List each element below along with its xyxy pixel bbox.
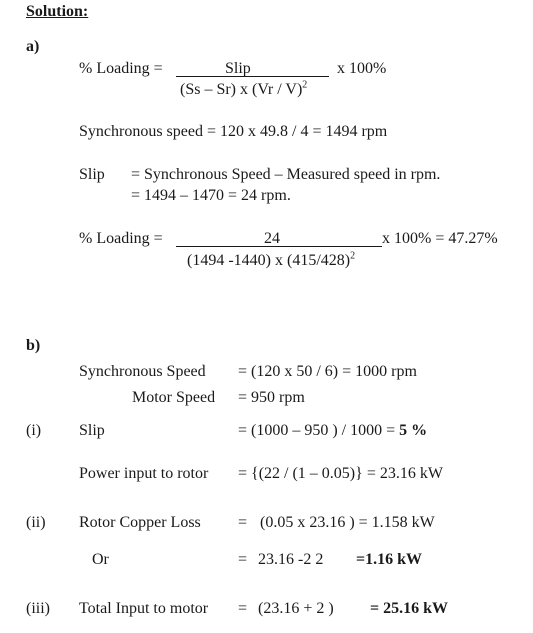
loading-formula-multiplier: x 100% (337, 60, 387, 77)
total-input-eq: = (238, 600, 248, 617)
slip-calculation: = 1494 – 1470 = 24 rpm. (131, 187, 291, 204)
total-input-result: = 25.16 kW (370, 600, 449, 617)
slip-label-b: Slip (79, 422, 105, 439)
step-i-label: (i) (26, 422, 42, 439)
solution-heading: Solution: (26, 3, 89, 20)
part-b-label: b) (26, 337, 41, 354)
loading-calc-result: x 100% = 47.27% (382, 230, 498, 247)
loading-formula-numerator: Slip (225, 60, 251, 77)
total-input-label: Total Input to motor (79, 600, 209, 617)
rotor-copper-loss-value: (0.05 x 23.16 ) = 1.158 kW (260, 514, 435, 531)
slip-value-b: = (1000 – 950 ) / 1000 = 5 % (238, 422, 428, 439)
or-value: 23.16 -2 2 (258, 551, 324, 568)
slip-definition: = Synchronous Speed – Measured speed in rpm. (131, 166, 441, 183)
or-label: Or (92, 551, 109, 568)
power-input-value: = {(22 / (1 – 0.05)} = 23.16 kW (238, 465, 443, 482)
step-iii-label: (iii) (26, 600, 50, 617)
formula-fraction-bar (176, 76, 329, 77)
part-a-label: a) (26, 38, 40, 55)
loading-calc-lhs: % Loading = (79, 230, 163, 247)
loading-calc-denominator: (1494 -1440) x $(415/428)^2$ (187, 250, 356, 269)
sync-speed-value: = (120 x 50 / 6) = 1000 rpm (238, 363, 417, 380)
loading-formula-lhs: % Loading = (79, 60, 163, 77)
or-result: =1.16 kW (356, 551, 423, 568)
loading-calc-fraction-bar (176, 246, 382, 247)
sync-speed-label: Synchronous Speed (79, 363, 206, 380)
synchronous-speed-calc: Synchronous speed = 120 x 49.8 / 4 = 1494 rpm (79, 123, 388, 140)
loading-formula-denominator: (Ss – Sr) x (Vr / V)$^2$ (180, 79, 308, 98)
total-input-value: (23.16 + 2 ) (258, 600, 334, 617)
loading-calc-numerator: 24 (264, 230, 280, 247)
rotor-copper-loss-eq: = (238, 514, 248, 531)
slip-result: 5 % (399, 422, 428, 439)
rotor-copper-loss-label: Rotor Copper Loss (79, 514, 201, 531)
motor-speed-value: = 950 rpm (238, 389, 305, 406)
step-ii-label: (ii) (26, 514, 46, 531)
or-eq: = (238, 551, 248, 568)
slip-label: Slip (79, 166, 105, 183)
motor-speed-label: Motor Speed (132, 389, 216, 406)
power-input-label: Power input to rotor (79, 465, 209, 482)
